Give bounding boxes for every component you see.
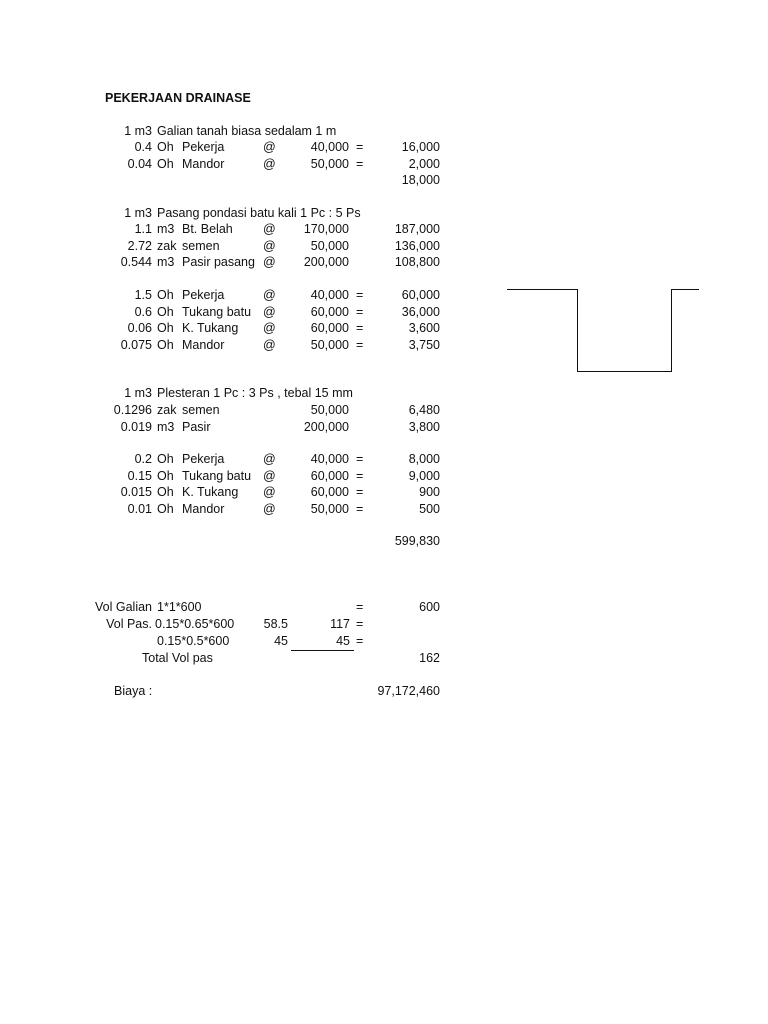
row-item: K. Tukang [182, 485, 239, 499]
row-total: 900 [419, 485, 440, 499]
row-item: Pekerja [182, 140, 225, 154]
row-item: Tukang batu [182, 468, 252, 483]
row-price: 40,000 [310, 140, 349, 154]
row-at: @ [263, 485, 276, 499]
row-price: 60,000 [310, 468, 349, 483]
row-item: semen [182, 238, 220, 253]
channel-bottom-line [577, 371, 672, 372]
row-unit: zak [157, 238, 177, 253]
row-at: @ [263, 468, 276, 483]
row-qty: 2.72 [127, 238, 152, 253]
row-total: 36,000 [401, 304, 440, 319]
row-at: @ [263, 255, 276, 269]
row-unit: Oh [157, 288, 174, 302]
vol-pas-val2a: 45 [274, 634, 288, 648]
vol-pas-val2b: 45 [336, 634, 350, 648]
row-qty: 0.075 [120, 337, 152, 352]
row-total: 187,000 [394, 222, 440, 236]
row-at: @ [263, 452, 276, 466]
row-unit: Oh [157, 468, 174, 483]
row-item: Mandor [182, 337, 225, 352]
vol-pas-eq2: = [356, 634, 364, 648]
row-eq: = [356, 501, 364, 516]
galian-header-desc: Galian tanah biasa sedalam 1 m [157, 124, 337, 138]
total-vol-value: 162 [419, 651, 440, 665]
row-price: 60,000 [310, 321, 349, 335]
row-item: Mandor [182, 156, 225, 171]
vol-pas-val1a: 58.5 [263, 617, 288, 631]
row-item: Pekerja [182, 288, 225, 302]
row-at: @ [263, 238, 276, 253]
row-unit: Oh [157, 156, 174, 171]
row-at: @ [263, 288, 276, 302]
grand-total: 599,830 [394, 534, 440, 548]
vol-galian-label: Vol Galian [95, 600, 152, 614]
row-total: 3,750 [408, 337, 440, 352]
total-vol-label: Total Vol pas [142, 651, 213, 665]
row-at: @ [263, 501, 276, 516]
row-price: 40,000 [310, 288, 349, 302]
row-at: @ [263, 337, 276, 352]
pondasi-header-qty: 1 m3 [124, 206, 152, 220]
row-total: 108,800 [394, 255, 440, 269]
row-at: @ [263, 222, 276, 236]
row-item: semen [182, 403, 220, 417]
row-eq: = [356, 140, 364, 154]
vol-pas-formula1: 0.15*0.65*600 [155, 617, 235, 631]
row-item: Pekerja [182, 452, 225, 466]
row-qty: 1.5 [134, 288, 152, 302]
row-qty: 0.544 [120, 255, 152, 269]
vol-pas-val1b: 117 [330, 617, 350, 631]
row-qty: 0.019 [120, 419, 152, 434]
left-wall-line [577, 289, 578, 371]
galian-header-qty: 1 m3 [124, 124, 152, 138]
row-qty: 0.4 [134, 140, 152, 154]
row-item: Mandor [182, 501, 225, 516]
row-unit: Oh [157, 304, 174, 319]
row-total: 500 [419, 501, 440, 516]
row-price: 50,000 [310, 403, 349, 417]
row-price: 60,000 [310, 304, 349, 319]
row-item: Tukang batu [182, 304, 252, 319]
row-qty: 0.06 [127, 321, 152, 335]
vol-galian-value: 600 [419, 600, 440, 614]
row-qty: 0.6 [134, 304, 152, 319]
row-qty: 0.1296 [113, 403, 152, 417]
plesteran-header-qty: 1 m3 [124, 386, 152, 400]
row-price: 170,000 [303, 222, 349, 236]
row-unit: Oh [157, 140, 174, 154]
row-qty: 1.1 [134, 222, 152, 236]
biaya-label: Biaya : [114, 684, 153, 698]
row-price: 50,000 [310, 337, 349, 352]
row-eq: = [356, 304, 364, 319]
row-unit: m3 [157, 419, 175, 434]
row-price: 40,000 [310, 452, 349, 466]
row-total: 2,000 [408, 156, 440, 171]
row-price: 200,000 [303, 419, 349, 434]
galian-subtotal: 18,000 [401, 173, 440, 187]
row-unit: m3 [157, 222, 175, 236]
row-total: 9,000 [408, 468, 440, 483]
vol-pas-eq1: = [356, 617, 364, 631]
row-item: Pasir pasang [182, 255, 255, 269]
row-eq: = [356, 452, 364, 466]
row-item: K. Tukang [182, 321, 239, 335]
row-total: 6,480 [408, 403, 440, 417]
row-total: 3,800 [408, 419, 440, 434]
row-eq: = [356, 468, 364, 483]
biaya-value: 97,172,460 [377, 684, 440, 698]
row-item: Pasir [182, 419, 211, 434]
vol-pas-formula2: 0.15*0.5*600 [157, 634, 230, 648]
row-total: 3,600 [408, 321, 440, 335]
pondasi-header-desc: Pasang pondasi batu kali 1 Pc : 5 Ps [157, 206, 361, 220]
row-at: @ [263, 140, 276, 154]
row-eq: = [356, 156, 364, 171]
page-title: PEKERJAAN DRAINASE [105, 91, 251, 105]
row-at: @ [263, 304, 276, 319]
row-eq: = [356, 288, 364, 302]
row-price: 200,000 [303, 255, 349, 269]
vol-galian-eq: = [356, 600, 364, 614]
row-total: 136,000 [394, 238, 440, 253]
row-unit: Oh [157, 321, 174, 335]
vol-pas-label: Vol Pas. [106, 617, 152, 631]
row-qty: 0.015 [120, 485, 152, 499]
left-bank-line [507, 289, 577, 290]
row-price: 50,000 [310, 238, 349, 253]
row-qty: 0.04 [127, 156, 152, 171]
row-eq: = [356, 485, 364, 499]
row-qty: 0.01 [127, 501, 152, 516]
row-unit: m3 [157, 255, 175, 269]
row-total: 16,000 [401, 140, 440, 154]
row-item: Bt. Belah [182, 222, 233, 236]
vol-galian-formula: 1*1*600 [157, 600, 202, 614]
row-unit: zak [157, 403, 177, 417]
plesteran-header-desc: Plesteran 1 Pc : 3 Ps , tebal 15 mm [157, 386, 353, 400]
row-eq: = [356, 337, 364, 352]
row-unit: Oh [157, 485, 174, 499]
row-price: 60,000 [310, 485, 349, 499]
row-unit: Oh [157, 501, 174, 516]
row-unit: Oh [157, 452, 174, 466]
row-unit: Oh [157, 337, 174, 352]
row-price: 50,000 [310, 501, 349, 516]
row-at: @ [263, 321, 276, 335]
row-eq: = [356, 321, 364, 335]
sum-underline [291, 650, 354, 651]
row-price: 50,000 [310, 156, 349, 171]
row-qty: 0.15 [127, 468, 152, 483]
row-total: 60,000 [401, 288, 440, 302]
row-at: @ [263, 156, 276, 171]
right-bank-line [671, 289, 699, 290]
row-qty: 0.2 [134, 452, 152, 466]
right-wall-line [671, 289, 672, 371]
row-total: 8,000 [408, 452, 440, 466]
